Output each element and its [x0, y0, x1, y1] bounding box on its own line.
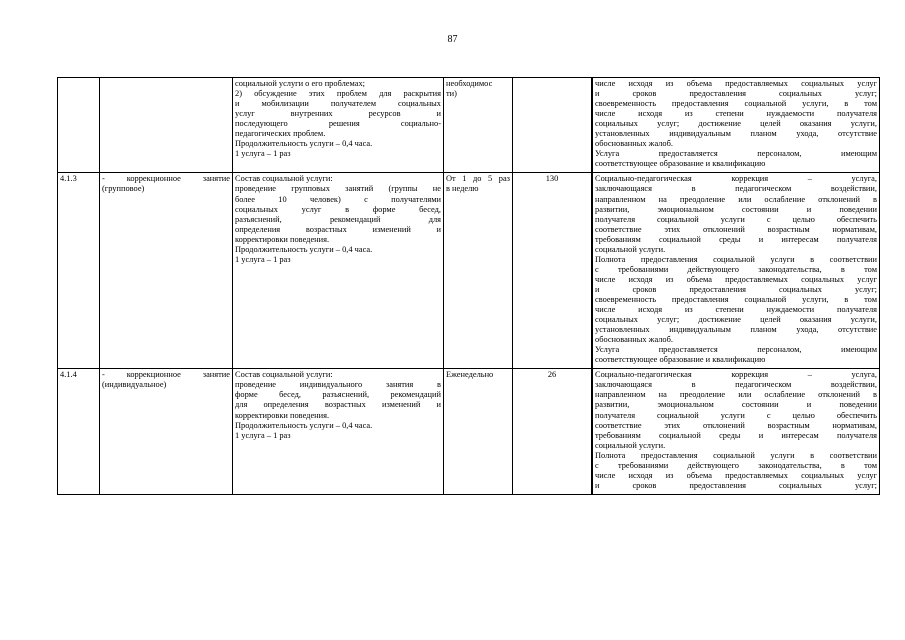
cell-quality-indicators	[593, 173, 880, 369]
cell-line: для определения возрастных изменений и	[235, 400, 441, 410]
cell-line: корректировки поведения.	[235, 410, 330, 420]
cell-line: Социально-педагогическая коррекция – услуга,	[595, 174, 877, 184]
cell-item-number: 4.1.3	[58, 173, 100, 369]
cell-line: и сроков предоставления социальных услуг;	[595, 284, 877, 294]
cell-line: числе исходя из степени нуждаемости получателя	[595, 305, 877, 315]
cell-line: требованиям социальной среды и интересам получателя	[595, 430, 877, 440]
cell-line: Состав социальной услуги:	[235, 174, 333, 184]
cell-line: соответствующее образование и квалификацию	[595, 355, 766, 365]
cell-line: в неделю	[446, 184, 479, 194]
cell-line: своевременность предоставления социальной услуги, в том	[595, 99, 877, 109]
cell-periodicity	[444, 78, 513, 173]
cell-line: и мобилизации получателем социальных	[235, 99, 441, 109]
cell-line: Полнота предоставления социальной услуги в соответствии	[595, 450, 877, 460]
cell-line: установленных индивидуальным планом ухода, отсутствие	[595, 129, 877, 139]
cell-line: От 1 до 5 раз	[446, 174, 510, 184]
cell-tariff: 130	[513, 173, 592, 369]
cell-line: числе исходя из объема предоставляемых социальных услуг	[595, 79, 877, 88]
cell-tariff	[513, 78, 592, 173]
cell-service-name	[100, 369, 233, 495]
cell-line: 1 услуга – 1 раз	[235, 149, 291, 159]
cell-line: требованиям социальной среды и интересам получателя	[595, 234, 877, 244]
cell-line: числе исходя из степени нуждаемости получателя	[595, 109, 877, 119]
cell-periodicity	[444, 369, 513, 495]
cell-line: форме бесед, разъяснений, рекомендаций	[235, 390, 441, 400]
cell-line: заключающаяся в педагогическом воздействии,	[595, 380, 877, 390]
cell-line: Продолжительность услуги – 0,4 часа.	[235, 244, 373, 254]
cell-line: направленном на преодоление или ослабление отклонений в	[595, 194, 877, 204]
cell-line: услуг внутренних ресурсов и	[235, 109, 441, 119]
cell-line: (индивидуальное)	[102, 380, 167, 390]
cell-line: с требованиями действующего законодательства, в том	[595, 460, 877, 470]
cell-line: социальных услуг; достижение целей оказания услуги,	[595, 315, 877, 325]
cell-line: 2) обсуждение этих проблем для раскрытия	[235, 89, 441, 99]
cell-line: Полнота предоставления социальной услуги в соответствии	[595, 254, 877, 264]
cell-line: социальной услуги.	[595, 244, 666, 254]
cell-tariff: 26	[513, 369, 592, 495]
cell-line: Социально-педагогическая коррекция – услуга,	[595, 370, 877, 380]
cell-line: - коррекционное занятие	[102, 174, 230, 184]
cell-line: и сроков предоставления социальных услуг;	[595, 480, 877, 490]
cell-line: разъяснений, рекомендаций для	[235, 214, 441, 224]
cell-service-description	[233, 173, 444, 369]
cell-line: установленных индивидуальным планом ухода, отсутствие	[595, 325, 877, 335]
cell-service-name	[100, 173, 233, 369]
table-row	[58, 78, 880, 173]
cell-line: проведение индивидуального занятия в	[235, 380, 441, 390]
cell-line: (групповое)	[102, 184, 145, 194]
cell-line: Состав социальной услуги:	[235, 370, 333, 380]
cell-line: социальной услуги о его проблемах;	[235, 79, 365, 88]
cell-line: социальных услуг в форме бесед,	[235, 204, 441, 214]
cell-line: определения возрастных изменений и	[235, 224, 441, 234]
cell-line: Еженедельно	[446, 370, 494, 380]
cell-line: обоснованных жалоб.	[595, 335, 673, 345]
cell-line: Услуга предоставляется персоналом, имеющим	[595, 149, 877, 159]
cell-line: проведение групповых занятий (группы не	[235, 184, 441, 194]
cell-line: и сроков предоставления социальных услуг;	[595, 89, 877, 99]
cell-line: необходимос	[446, 79, 493, 88]
cell-line: Продолжительность услуги – 0,4 часа.	[235, 420, 373, 430]
cell-line: более 10 человек) с получателями	[235, 194, 441, 204]
table-row	[58, 173, 880, 369]
cell-line: получателя социальной услуги с целью обеспечить	[595, 410, 877, 420]
cell-line: социальных услуг; достижение целей оказания услуги,	[595, 119, 877, 129]
cell-line: соответствие этих отклонений возрастным нормативам,	[595, 224, 877, 234]
cell-quality-indicators	[593, 369, 880, 495]
cell-line: числе исходя из объема предоставляемых социальных услуг	[595, 274, 877, 284]
cell-line: заключающаяся в педагогическом воздействии,	[595, 184, 877, 194]
cell-line: соответствие этих отклонений возрастным нормативам,	[595, 420, 877, 430]
cell-line: развитии, эмоциональном состоянии и поведении	[595, 204, 877, 214]
page-number: 87	[447, 34, 458, 45]
services-table	[57, 77, 880, 495]
cell-line: 1 услуга – 1 раз	[235, 430, 291, 440]
cell-line: соответствующее образование и квалификацию	[595, 159, 766, 169]
cell-line: Продолжительность услуги – 0,4 часа.	[235, 139, 373, 149]
cell-line: - коррекционное занятие	[102, 370, 230, 380]
cell-periodicity	[444, 173, 513, 369]
cell-line: корректировки поведения.	[235, 234, 330, 244]
cell-item-number	[58, 78, 100, 173]
cell-item-number: 4.1.4	[58, 369, 100, 495]
cell-quality-indicators	[593, 78, 880, 173]
cell-line: Услуга предоставляется персоналом, имеющим	[595, 345, 877, 355]
cell-line: с требованиями действующего законодательства, в том	[595, 264, 877, 274]
cell-line: числе исходя из объема предоставляемых социальных услуг	[595, 470, 877, 480]
cell-line: направленном на преодоление или ослабление отклонений в	[595, 390, 877, 400]
cell-line: развитии, эмоциональном состоянии и поведении	[595, 400, 877, 410]
table-row	[58, 369, 880, 495]
cell-service-name	[100, 78, 233, 173]
cell-line: последующего решения социально-	[235, 119, 441, 129]
cell-line: педагогических проблем.	[235, 129, 326, 139]
cell-line: социальной услуги.	[595, 440, 666, 450]
cell-line: получателя социальной услуги с целью обеспечить	[595, 214, 877, 224]
cell-service-description	[233, 78, 444, 173]
cell-service-description	[233, 369, 444, 495]
cell-line: своевременность предоставления социальной услуги, в том	[595, 294, 877, 304]
cell-line: ти)	[446, 89, 457, 99]
cell-line: обоснованных жалоб.	[595, 139, 673, 149]
cell-line: 1 услуга – 1 раз	[235, 254, 291, 264]
